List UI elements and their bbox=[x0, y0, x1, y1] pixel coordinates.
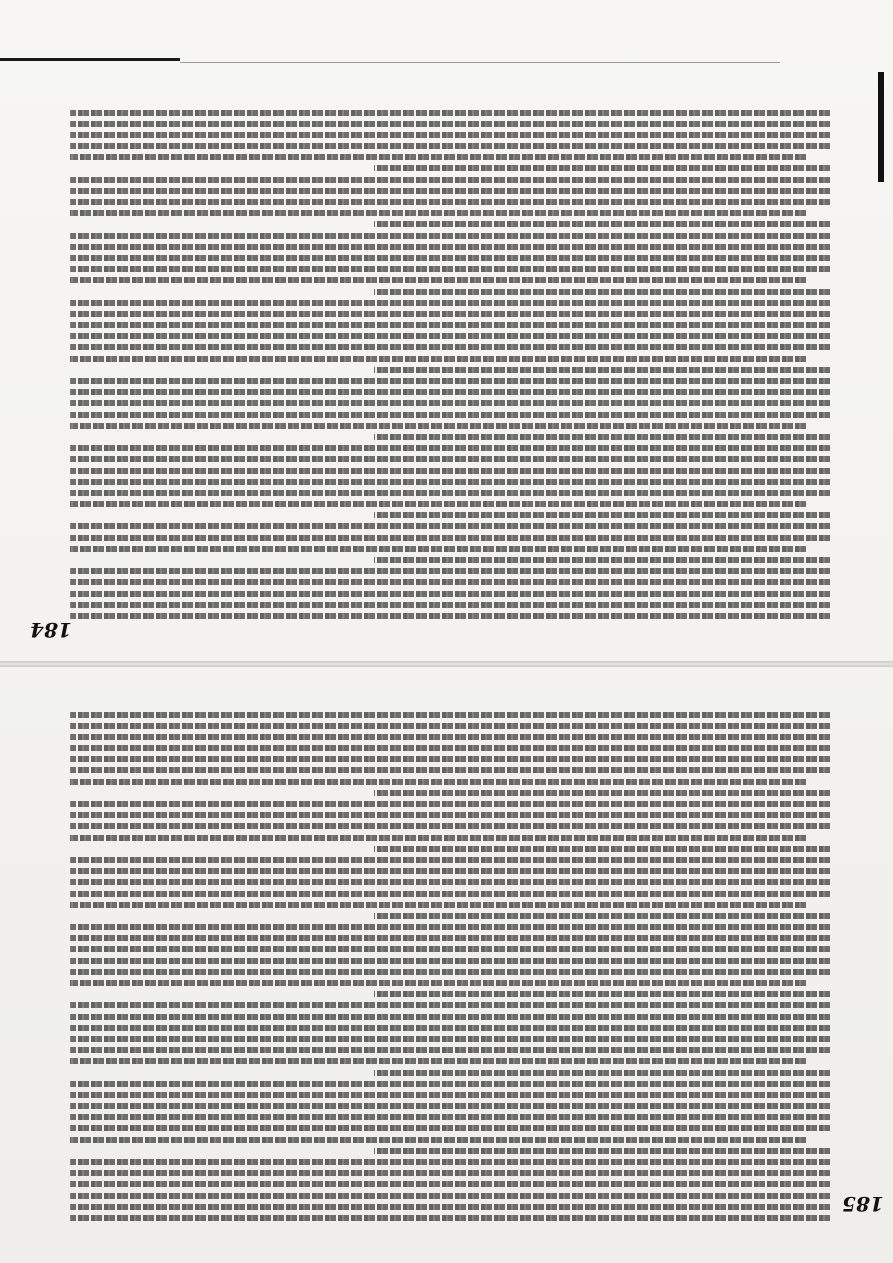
text-line bbox=[70, 756, 830, 762]
text-line bbox=[70, 835, 806, 841]
page-number: 184 bbox=[30, 618, 72, 642]
page-184 bbox=[0, 70, 893, 655]
page-184-rotated-content bbox=[20, 70, 870, 655]
text-line bbox=[70, 333, 830, 339]
text-line bbox=[70, 1103, 830, 1109]
scan-edge-mark bbox=[0, 58, 180, 61]
text-line bbox=[70, 579, 830, 585]
text-line bbox=[70, 423, 806, 429]
text-line bbox=[70, 812, 830, 818]
text-line bbox=[70, 591, 830, 597]
text-line bbox=[70, 356, 806, 362]
text-line bbox=[374, 790, 830, 796]
text-line bbox=[70, 1181, 830, 1187]
text-line bbox=[70, 1114, 830, 1120]
text-line bbox=[70, 1137, 806, 1143]
text-line bbox=[70, 1025, 830, 1031]
text-line bbox=[70, 400, 830, 406]
text-line bbox=[70, 479, 830, 485]
text-line bbox=[70, 568, 830, 574]
text-line bbox=[70, 712, 830, 718]
text-line bbox=[70, 1159, 830, 1165]
page-185-rotated-content bbox=[20, 672, 870, 1257]
text-line bbox=[70, 723, 830, 729]
text-line bbox=[70, 300, 830, 306]
text-line bbox=[70, 902, 806, 908]
text-line bbox=[70, 801, 830, 807]
text-line bbox=[70, 768, 830, 774]
text-line bbox=[70, 891, 830, 897]
text-line bbox=[70, 412, 830, 418]
page-number: 185 bbox=[842, 1192, 884, 1216]
text-line bbox=[70, 1215, 830, 1221]
text-line bbox=[70, 823, 830, 829]
text-line bbox=[70, 177, 830, 183]
text-line bbox=[70, 1204, 830, 1210]
text-line bbox=[70, 868, 830, 874]
text-line bbox=[70, 244, 830, 250]
text-line bbox=[374, 512, 830, 518]
text-line bbox=[70, 857, 830, 863]
text-line bbox=[70, 613, 830, 619]
text-line bbox=[70, 602, 830, 608]
text-line bbox=[374, 367, 830, 373]
text-line bbox=[374, 913, 830, 919]
text-line bbox=[70, 345, 830, 351]
text-line bbox=[70, 210, 806, 216]
text-line bbox=[374, 434, 830, 440]
text-line bbox=[70, 389, 830, 395]
text-line bbox=[70, 969, 830, 975]
text-line bbox=[70, 188, 830, 194]
text-line bbox=[70, 980, 806, 986]
text-line bbox=[70, 1002, 830, 1008]
text-line bbox=[70, 745, 830, 751]
text-line bbox=[70, 121, 830, 127]
scan-edge-line bbox=[180, 62, 780, 63]
page-185-text-block bbox=[70, 706, 830, 1221]
text-line bbox=[70, 132, 830, 138]
text-line bbox=[70, 524, 830, 530]
text-line bbox=[70, 947, 830, 953]
text-line bbox=[70, 110, 830, 116]
text-line bbox=[70, 322, 830, 328]
text-line bbox=[374, 557, 830, 563]
text-line bbox=[374, 1070, 830, 1076]
text-line bbox=[70, 311, 830, 317]
text-line bbox=[70, 468, 830, 474]
text-line bbox=[70, 277, 806, 283]
text-line bbox=[70, 1014, 830, 1020]
text-line bbox=[70, 456, 830, 462]
text-line bbox=[70, 1036, 830, 1042]
text-line bbox=[70, 266, 830, 272]
text-line bbox=[70, 154, 806, 160]
text-line bbox=[70, 779, 806, 785]
text-line bbox=[70, 1047, 830, 1053]
text-line bbox=[70, 734, 830, 740]
text-line bbox=[70, 1126, 830, 1132]
text-line bbox=[70, 546, 806, 552]
text-line bbox=[70, 1081, 830, 1087]
page-fold bbox=[0, 661, 893, 667]
text-line bbox=[70, 501, 806, 507]
text-line bbox=[70, 535, 830, 541]
text-line bbox=[70, 378, 830, 384]
text-line bbox=[70, 1058, 806, 1064]
text-line bbox=[70, 958, 830, 964]
text-line bbox=[70, 1170, 830, 1176]
text-line bbox=[374, 1148, 830, 1154]
text-line bbox=[70, 879, 830, 885]
text-line bbox=[70, 445, 830, 451]
page-184-text-block bbox=[70, 104, 830, 619]
text-line bbox=[70, 199, 830, 205]
text-line bbox=[70, 143, 830, 149]
text-line bbox=[374, 166, 830, 172]
text-line bbox=[70, 255, 830, 261]
text-line bbox=[70, 233, 830, 239]
text-line bbox=[374, 846, 830, 852]
text-line bbox=[70, 924, 830, 930]
text-line bbox=[70, 1092, 830, 1098]
text-line bbox=[70, 490, 830, 496]
text-line bbox=[70, 1193, 830, 1199]
text-line bbox=[374, 991, 830, 997]
text-line bbox=[374, 289, 830, 295]
text-line bbox=[374, 221, 830, 227]
page-185 bbox=[0, 672, 893, 1257]
text-line bbox=[70, 935, 830, 941]
